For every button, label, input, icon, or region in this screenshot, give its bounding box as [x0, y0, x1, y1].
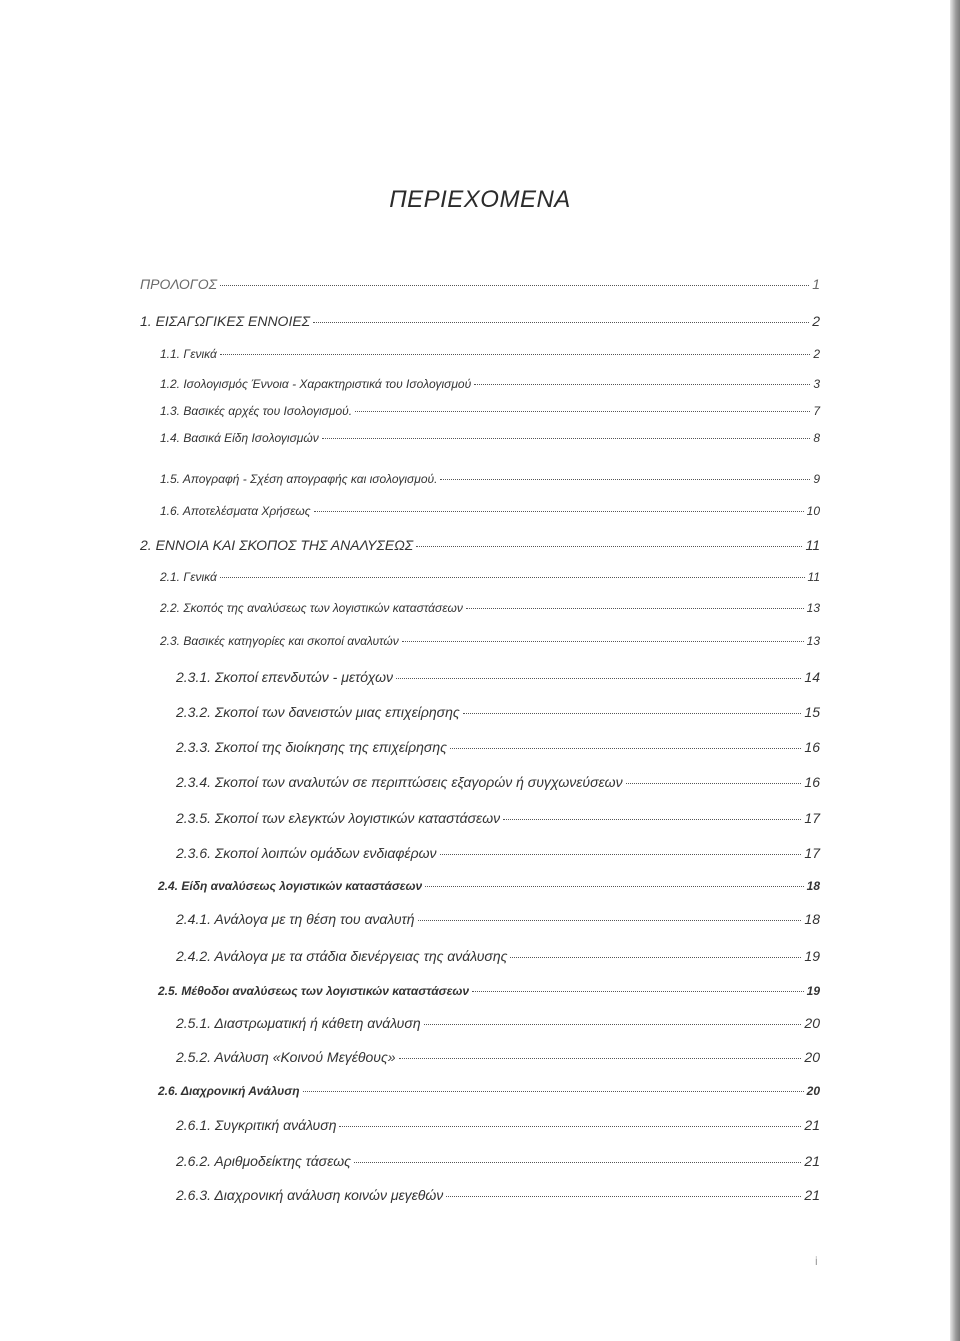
page-number: i — [815, 1254, 818, 1268]
toc-entry-chapter-1 — [140, 313, 820, 329]
toc-leader-dots — [322, 438, 811, 439]
toc-entry-chapter-2 — [140, 537, 820, 553]
toc-leader-dots — [474, 384, 810, 385]
toc-entry-label: 1.4. Βασικά Είδη Ισολογισμών — [160, 431, 319, 445]
toc-entry-2-3-5 — [176, 810, 820, 826]
toc-entry-page: 18 — [806, 879, 820, 893]
toc-entry-page: 15 — [804, 704, 820, 720]
toc-entry-label: 2.4. Είδη αναλύσεως λογιστικών καταστάσεων — [158, 879, 423, 893]
toc-entry-preface — [140, 276, 820, 292]
toc-entry-page: 11 — [807, 570, 820, 584]
toc-entry-label: 2.4.2. Ανάλογα με τα στάδια διενέργειας της ανάλυσης — [176, 948, 508, 964]
toc-entry-page: 21 — [804, 1117, 820, 1133]
toc-entry-2-3-6 — [176, 845, 820, 861]
toc-leader-dots — [355, 411, 810, 412]
toc-leader-dots — [339, 1126, 801, 1127]
toc-entry-page: 20 — [804, 1049, 820, 1065]
toc-entry-label: 2.3.6. Σκοποί λοιπών ομάδων ενδιαφέρων — [176, 845, 437, 861]
toc-entry-label: 2.2. Σκοπός της αναλύσεως των λογιστικών καταστάσεων — [160, 601, 463, 615]
toc-entry-label: 2.6.3. Διαχρονική ανάλυση κοινών μεγεθών — [176, 1187, 444, 1203]
toc-entry-label: 2.3.3. Σκοποί της διοίκησης της επιχείρησης — [176, 739, 447, 755]
toc-entry-2-6-2 — [176, 1153, 820, 1169]
toc-leader-dots — [626, 783, 802, 784]
toc-entry-label: 1. ΕΙΣΑΓΩΓΙΚΕΣ ΕΝΝΟΙΕΣ — [140, 313, 311, 329]
toc-entry-page: 19 — [804, 948, 820, 964]
page-title: ΠΕΡΙΕΧΟΜΕΝΑ — [389, 186, 571, 213]
toc-entry-page: 21 — [804, 1153, 820, 1169]
toc-entry-1-6 — [160, 504, 820, 518]
toc-entry-2-5-1 — [176, 1015, 820, 1031]
toc-leader-dots — [220, 285, 809, 286]
toc-entry-page: 11 — [805, 537, 820, 553]
toc-entry-2-4-1 — [176, 911, 820, 927]
toc-entry-page: 8 — [813, 431, 820, 445]
toc-entry-label: 1.2. Ισολογισμός Έννοια - Χαρακτηριστικά του Ισολογισμού — [160, 377, 472, 391]
toc-leader-dots — [220, 577, 805, 578]
toc-leader-dots — [425, 886, 803, 887]
toc-entry-page: 1 — [812, 276, 820, 292]
toc-entry-page: 16 — [804, 739, 820, 755]
toc-entry-page: 2 — [812, 313, 820, 329]
toc-leader-dots — [396, 678, 801, 679]
toc-leader-dots — [313, 322, 809, 323]
toc-entry-2-2 — [160, 601, 820, 615]
toc-entry-page: 2 — [813, 347, 820, 361]
toc-entry-page: 17 — [804, 845, 820, 861]
toc-entry-1-4 — [160, 431, 820, 445]
toc-entry-2-5 — [158, 984, 820, 998]
toc-entry-2-6-3 — [176, 1187, 820, 1203]
toc-leader-dots — [418, 920, 802, 921]
toc-entry-label: 2.5.2. Ανάλυση «Κοινού Μεγέθους» — [176, 1049, 396, 1065]
toc-entry-2-6-1 — [176, 1117, 820, 1133]
toc-entry-label: 1.3. Βασικές αρχές του Ισολογισμού. — [160, 404, 353, 418]
toc-leader-dots — [472, 991, 804, 992]
toc-entry-label: 2.5. Μέθοδοι αναλύσεως των λογιστικών καταστάσεων — [158, 984, 470, 998]
toc-leader-dots — [440, 479, 810, 480]
toc-entry-page: 7 — [813, 404, 820, 418]
toc-entry-page: 19 — [806, 984, 820, 998]
toc-leader-dots — [510, 957, 801, 958]
toc-entry-label: 2.4.1. Ανάλογα με τη θέση του αναλυτή — [176, 911, 415, 927]
toc-entry-2-4-2 — [176, 948, 820, 964]
toc-entry-page: 10 — [806, 504, 820, 518]
toc-entry-label: 2.3.4. Σκοποί των αναλυτών σε περιπτώσεις εξαγορών ή συγχωνεύσεων — [176, 774, 623, 790]
toc-entry-label: 1.1. Γενικά — [160, 347, 217, 361]
toc-entry-page: 17 — [804, 810, 820, 826]
toc-entry-2-5-2 — [176, 1049, 820, 1065]
toc-entry-label: 2.6. Διαχρονική Ανάλυση — [158, 1084, 300, 1098]
toc-entry-1-2 — [160, 377, 820, 391]
toc-entry-page: 21 — [804, 1187, 820, 1203]
toc-leader-dots — [440, 854, 802, 855]
toc-entry-2-3 — [160, 634, 820, 648]
toc-entry-label: 2.3.2. Σκοποί των δανειστών μιας επιχείρησης — [176, 704, 460, 720]
toc-entry-2-6 — [158, 1084, 820, 1098]
toc-entry-label: 2.3. Βασικές κατηγορίες και σκοποί αναλυτών — [160, 634, 399, 648]
toc-leader-dots — [354, 1162, 801, 1163]
toc-leader-dots — [314, 511, 804, 512]
toc-entry-label: 1.5. Απογραφή - Σχέση απογραφής και ισολογισμού. — [160, 472, 438, 486]
toc-entry-page: 13 — [806, 634, 820, 648]
toc-entry-label: 1.6. Αποτελέσματα Χρήσεως — [160, 504, 311, 518]
toc-leader-dots — [466, 608, 804, 609]
toc-entry-2-3-4 — [176, 774, 820, 790]
toc-entry-page: 9 — [813, 472, 820, 486]
toc-leader-dots — [450, 748, 801, 749]
toc-entry-1-1 — [160, 347, 820, 361]
toc-entry-label: 2.6.1. Συγκριτική ανάλυση — [176, 1117, 337, 1133]
toc-leader-dots — [303, 1091, 804, 1092]
toc-entry-label: 2. ΕΝΝΟΙΑ ΚΑΙ ΣΚΟΠΟΣ ΤΗΣ ΑΝΑΛΥΣΕΩΣ — [140, 537, 414, 553]
toc-entry-label: ΠΡΟΛΟΓΟΣ — [140, 276, 217, 292]
toc-entry-2-1 — [160, 570, 820, 584]
toc-entry-page: 20 — [806, 1084, 820, 1098]
toc-entry-page: 3 — [813, 377, 820, 391]
toc-entry-page: 20 — [804, 1015, 820, 1031]
toc-leader-dots — [220, 354, 810, 355]
toc-entry-2-3-1 — [176, 669, 820, 685]
toc-leader-dots — [416, 546, 802, 547]
toc-entry-label: 2.3.1. Σκοποί επενδυτών - μετόχων — [176, 669, 393, 685]
toc-entry-1-5 — [160, 472, 820, 486]
toc-entry-label: 2.1. Γενικά — [160, 570, 217, 584]
toc-leader-dots — [463, 713, 802, 714]
toc-entry-page: 14 — [804, 669, 820, 685]
toc-entry-2-4 — [158, 879, 820, 893]
toc-entry-label: 2.6.2. Αριθμοδείκτης τάσεως — [176, 1153, 351, 1169]
toc-leader-dots — [424, 1024, 802, 1025]
toc-entry-page: 18 — [804, 911, 820, 927]
toc-entry-label: 2.5.1. Διαστρωματική ή κάθετη ανάλυση — [176, 1015, 421, 1031]
toc-entry-2-3-2 — [176, 704, 820, 720]
toc-leader-dots — [503, 819, 801, 820]
toc-entry-1-3 — [160, 404, 820, 418]
toc-leader-dots — [446, 1196, 801, 1197]
toc-entry-2-3-3 — [176, 739, 820, 755]
toc-entry-page: 16 — [804, 774, 820, 790]
toc-entry-page: 13 — [806, 601, 820, 615]
toc-entry-label: 2.3.5. Σκοποί των ελεγκτών λογιστικών καταστάσεων — [176, 810, 501, 826]
toc-leader-dots — [399, 1058, 802, 1059]
toc-leader-dots — [402, 641, 804, 642]
